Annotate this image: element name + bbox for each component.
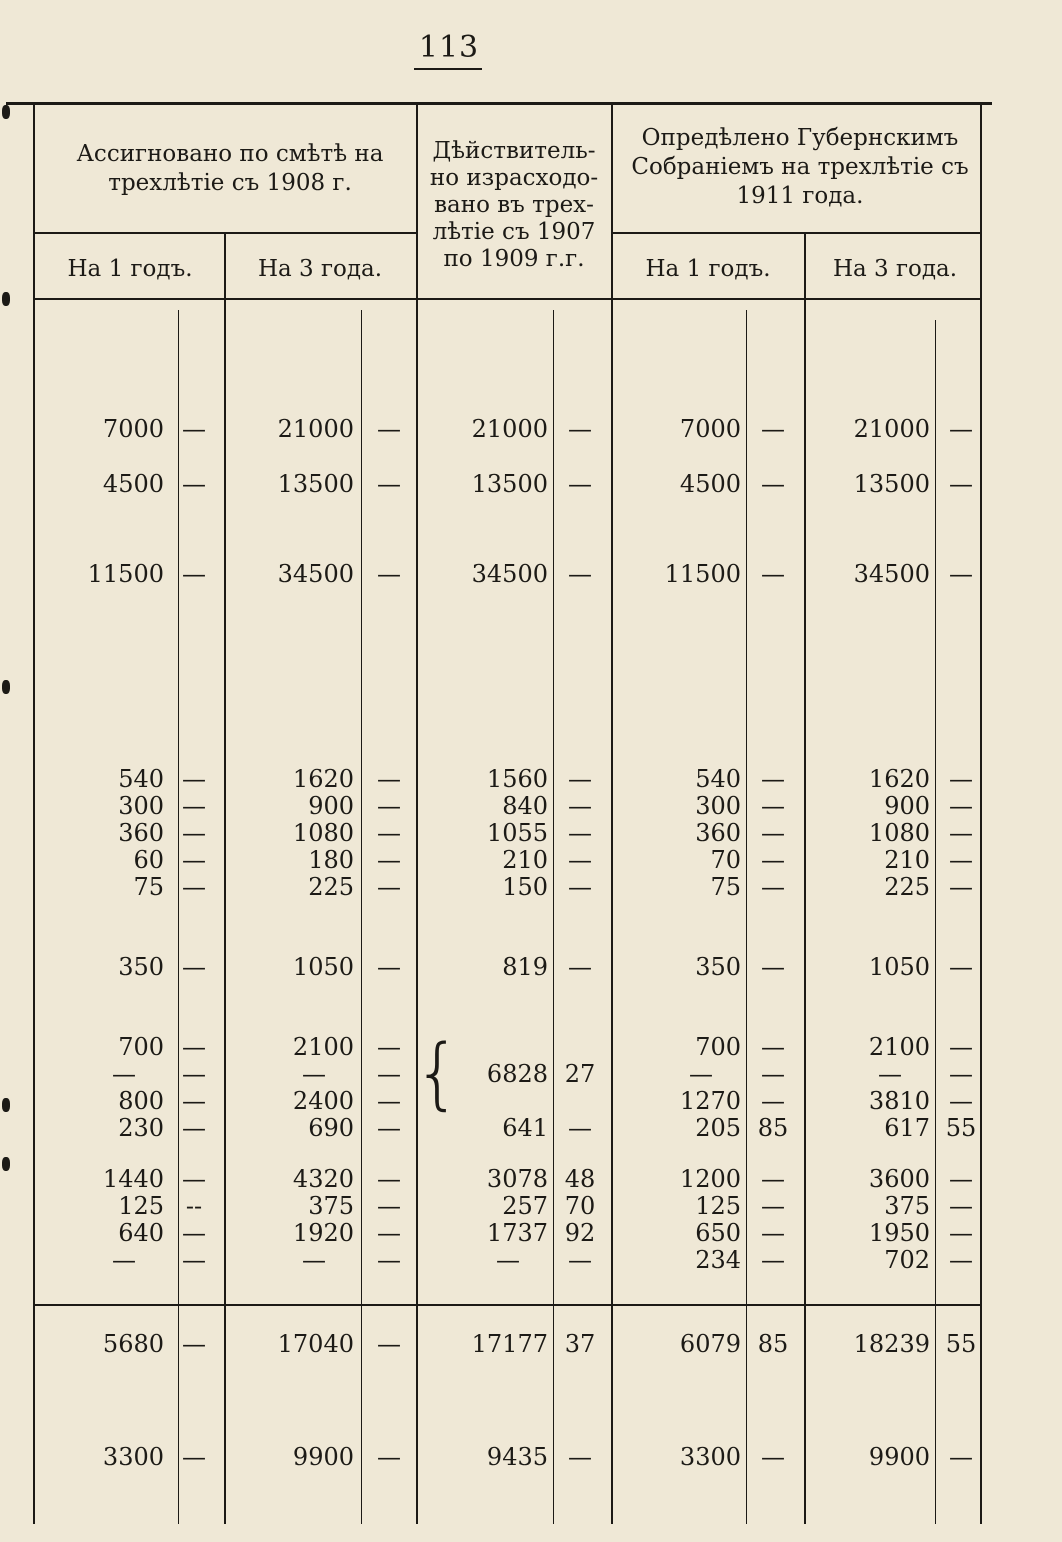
amount-rubles: 2100 — [868, 1033, 930, 1061]
kopecks-dash: — — [761, 1087, 785, 1115]
amount-rubles: 18239 — [853, 1330, 930, 1358]
amount-rubles: 640 — [118, 1219, 164, 1247]
kopecks-dash: — — [761, 1219, 785, 1247]
kopecks-dash: — — [949, 1087, 973, 1115]
amount-rubles: 1080 — [292, 819, 354, 847]
amount-rubles: 1080 — [868, 819, 930, 847]
grouping-brace: { — [414, 1027, 462, 1119]
amount-rubles: 360 — [118, 819, 164, 847]
kopecks-dash: — — [377, 873, 401, 901]
amount-kopecks: 85 — [757, 1330, 789, 1358]
amount-rubles: 360 — [695, 819, 741, 847]
header-assigned: Ассигновано по смѣтѣ на трехлѣтіе съ 1908 г. — [76, 141, 384, 196]
kopecks-dash: — — [568, 819, 592, 847]
amount-rubles: 641 — [502, 1114, 548, 1142]
amount-rubles: 1950 — [868, 1219, 930, 1247]
kopecks-dash: — — [761, 819, 785, 847]
kopecks-dash: — — [182, 1330, 206, 1358]
header-bottom-rule — [34, 298, 982, 300]
amount-rubles: 840 — [502, 792, 548, 820]
amount-rubles: 13500 — [853, 470, 930, 498]
amount-kopecks: 70 — [564, 1192, 596, 1220]
amount-rubles: 2400 — [292, 1087, 354, 1115]
kopecks-dash: — — [761, 415, 785, 443]
kopecks-dash: — — [377, 1246, 401, 1274]
empty-amount-dash: — — [112, 1060, 136, 1088]
kopecks-dash: — — [568, 415, 592, 443]
kopecks-dash: — — [182, 1060, 206, 1088]
kopecks-dash: — — [949, 819, 973, 847]
amount-rubles: 375 — [308, 1192, 354, 1220]
amount-rubles: 3300 — [102, 1443, 164, 1471]
kopecks-dash: — — [377, 1219, 401, 1247]
amount-rubles: 3810 — [868, 1087, 930, 1115]
amount-kopecks: 55 — [945, 1330, 977, 1358]
amount-kopecks: 55 — [945, 1114, 977, 1142]
amount-rubles: 1620 — [868, 765, 930, 793]
amount-rubles: 650 — [695, 1219, 741, 1247]
amount-rubles: 225 — [308, 873, 354, 901]
amount-rubles: 1620 — [292, 765, 354, 793]
empty-amount-dash: — — [302, 1060, 326, 1088]
page-number: 113 — [418, 30, 480, 65]
binding-mark — [2, 292, 10, 306]
amount-kopecks: 85 — [757, 1114, 789, 1142]
amount-rubles: 70 — [710, 846, 741, 874]
amount-rubles: 617 — [884, 1114, 930, 1142]
kopecks-dash: — — [568, 1114, 592, 1142]
empty-amount-dash: — — [496, 1246, 520, 1274]
amount-rubles: 210 — [502, 846, 548, 874]
amount-rubles: 34500 — [471, 560, 548, 588]
kopecks-dash: — — [182, 1443, 206, 1471]
amount-rubles: 540 — [118, 765, 164, 793]
amount-rubles: 1270 — [679, 1087, 741, 1115]
kopecks-dash: -- — [185, 1192, 203, 1220]
amount-rubles: 900 — [308, 792, 354, 820]
kopecks-dash: — — [761, 1165, 785, 1193]
amount-rubles: 2100 — [292, 1033, 354, 1061]
kopecks-dash: — — [377, 1165, 401, 1193]
amount-rubles: 60 — [133, 846, 164, 874]
amount-rubles: 4500 — [679, 470, 741, 498]
empty-amount-dash: — — [302, 1246, 326, 1274]
amount-rubles: 1050 — [292, 953, 354, 981]
kopecks-dash: — — [949, 1060, 973, 1088]
amount-rubles: 4320 — [292, 1165, 354, 1193]
header-determined-per-year: На 1 годъ. — [645, 256, 771, 282]
amount-kopecks: 37 — [564, 1330, 596, 1358]
kopecks-dash: — — [761, 1192, 785, 1220]
kopecks-dash: — — [377, 560, 401, 588]
table-top-rule — [6, 102, 992, 105]
kopeck-divider — [935, 320, 936, 1524]
amount-rubles: 3600 — [868, 1165, 930, 1193]
amount-rubles: 7000 — [679, 415, 741, 443]
amount-kopecks: 92 — [564, 1219, 596, 1247]
kopecks-dash: — — [949, 1033, 973, 1061]
header-assigned-per-year: На 1 годъ. — [67, 256, 193, 282]
amount-rubles: 819 — [502, 953, 548, 981]
amount-rubles: 7000 — [102, 415, 164, 443]
kopecks-dash: — — [761, 1033, 785, 1061]
header-determined-per-3-years: На 3 года. — [832, 256, 958, 282]
kopecks-dash: — — [182, 1219, 206, 1247]
kopecks-dash: — — [949, 765, 973, 793]
kopecks-dash: — — [949, 1192, 973, 1220]
kopecks-dash: — — [761, 765, 785, 793]
kopecks-dash: — — [949, 415, 973, 443]
kopecks-dash: — — [949, 1165, 973, 1193]
kopecks-dash: — — [182, 1114, 206, 1142]
amount-rubles: 3078 — [486, 1165, 548, 1193]
kopecks-dash: — — [182, 1165, 206, 1193]
kopecks-dash: — — [568, 1246, 592, 1274]
kopecks-dash: — — [949, 792, 973, 820]
amount-rubles: 205 — [695, 1114, 741, 1142]
amount-rubles: 21000 — [471, 415, 548, 443]
kopecks-dash: — — [949, 1443, 973, 1471]
amount-rubles: 4500 — [102, 470, 164, 498]
kopecks-dash: — — [949, 560, 973, 588]
kopecks-dash: — — [182, 819, 206, 847]
amount-rubles: 17177 — [471, 1330, 548, 1358]
header-divider-right — [612, 232, 982, 234]
amount-rubles: 125 — [695, 1192, 741, 1220]
kopecks-dash: — — [377, 846, 401, 874]
kopecks-dash: — — [949, 953, 973, 981]
kopecks-dash: — — [377, 765, 401, 793]
kopecks-dash: — — [761, 953, 785, 981]
amount-rubles: 13500 — [471, 470, 548, 498]
amount-kopecks: 48 — [564, 1165, 596, 1193]
amount-rubles: 150 — [502, 873, 548, 901]
kopecks-dash: — — [182, 765, 206, 793]
kopecks-dash: — — [377, 470, 401, 498]
amount-rubles: 375 — [884, 1192, 930, 1220]
amount-rubles: 9900 — [292, 1443, 354, 1471]
kopecks-dash: — — [377, 1114, 401, 1142]
binding-mark — [2, 680, 10, 694]
kopecks-dash: — — [568, 765, 592, 793]
amount-rubles: 5680 — [102, 1330, 164, 1358]
kopecks-dash: — — [568, 1443, 592, 1471]
empty-amount-dash: — — [112, 1246, 136, 1274]
kopecks-dash: — — [761, 846, 785, 874]
amount-rubles: 300 — [118, 792, 164, 820]
header-determined: Опредѣлено Губернскимъ Собраніемъ на трехлѣтіе съ 1911 года. — [631, 125, 969, 209]
amount-rubles: 125 — [118, 1192, 164, 1220]
kopecks-dash: — — [761, 873, 785, 901]
amount-rubles: 700 — [118, 1033, 164, 1061]
kopecks-dash: — — [377, 1060, 401, 1088]
kopecks-dash: — — [182, 873, 206, 901]
amount-kopecks: 27 — [564, 1060, 596, 1088]
kopecks-dash: — — [377, 1192, 401, 1220]
amount-rubles: 1200 — [679, 1165, 741, 1193]
kopecks-dash: — — [182, 1087, 206, 1115]
amount-rubles: 225 — [884, 873, 930, 901]
kopecks-dash: — — [761, 792, 785, 820]
kopecks-dash: — — [182, 560, 206, 588]
amount-rubles: 540 — [695, 765, 741, 793]
header-assigned-per-3-years: На 3 года. — [257, 256, 383, 282]
amount-rubles: 1560 — [486, 765, 548, 793]
kopecks-dash: — — [377, 1033, 401, 1061]
kopecks-dash: — — [182, 470, 206, 498]
amount-rubles: 9900 — [868, 1443, 930, 1471]
kopecks-dash: — — [182, 1033, 206, 1061]
amount-rubles: 3300 — [679, 1443, 741, 1471]
amount-rubles: 700 — [695, 1033, 741, 1061]
amount-rubles: 257 — [502, 1192, 548, 1220]
page-number-rule — [414, 68, 482, 70]
amount-rubles: 6828 — [486, 1060, 548, 1088]
binding-mark — [2, 105, 10, 119]
kopecks-dash: — — [761, 1443, 785, 1471]
amount-rubles: 9435 — [486, 1443, 548, 1471]
amount-rubles: 21000 — [853, 415, 930, 443]
amount-rubles: 1055 — [486, 819, 548, 847]
kopecks-dash: — — [761, 470, 785, 498]
amount-rubles: 702 — [884, 1246, 930, 1274]
kopecks-dash: — — [761, 1246, 785, 1274]
amount-rubles: 1050 — [868, 953, 930, 981]
amount-rubles: 6079 — [679, 1330, 741, 1358]
kopecks-dash: — — [568, 873, 592, 901]
amount-rubles: 900 — [884, 792, 930, 820]
kopecks-dash: — — [377, 1087, 401, 1115]
amount-rubles: 75 — [133, 873, 164, 901]
amount-rubles: 350 — [118, 953, 164, 981]
amount-rubles: 230 — [118, 1114, 164, 1142]
kopecks-dash: — — [377, 953, 401, 981]
kopecks-dash: — — [568, 792, 592, 820]
empty-amount-dash: — — [878, 1060, 902, 1088]
empty-amount-dash: — — [689, 1060, 713, 1088]
amount-rubles: 21000 — [277, 415, 354, 443]
kopecks-dash: — — [949, 470, 973, 498]
amount-rubles: 34500 — [277, 560, 354, 588]
kopecks-dash: — — [761, 1060, 785, 1088]
amount-rubles: 300 — [695, 792, 741, 820]
amount-rubles: 180 — [308, 846, 354, 874]
kopecks-dash: — — [377, 792, 401, 820]
kopecks-dash: — — [377, 1443, 401, 1471]
kopecks-dash: — — [182, 953, 206, 981]
kopeck-divider — [746, 310, 747, 1524]
amount-rubles: 1440 — [102, 1165, 164, 1193]
amount-rubles: 1920 — [292, 1219, 354, 1247]
kopecks-dash: — — [949, 1246, 973, 1274]
kopecks-dash: — — [949, 873, 973, 901]
kopecks-dash: — — [568, 953, 592, 981]
amount-rubles: 13500 — [277, 470, 354, 498]
kopecks-dash: — — [377, 1330, 401, 1358]
total-rule — [34, 1304, 982, 1306]
amount-rubles: 690 — [308, 1114, 354, 1142]
kopecks-dash: — — [182, 792, 206, 820]
amount-rubles: 11500 — [664, 560, 741, 588]
kopecks-dash: — — [568, 846, 592, 874]
amount-rubles: 350 — [695, 953, 741, 981]
kopecks-dash: — — [182, 1246, 206, 1274]
kopecks-dash: — — [377, 819, 401, 847]
amount-rubles: 75 — [710, 873, 741, 901]
kopecks-dash: — — [182, 846, 206, 874]
amount-rubles: 17040 — [277, 1330, 354, 1358]
amount-rubles: 234 — [695, 1246, 741, 1274]
kopecks-dash: — — [182, 415, 206, 443]
amount-rubles: 34500 — [853, 560, 930, 588]
kopecks-dash: — — [761, 560, 785, 588]
kopecks-dash: — — [377, 415, 401, 443]
amount-rubles: 210 — [884, 846, 930, 874]
amount-rubles: 11500 — [87, 560, 164, 588]
kopecks-dash: — — [949, 846, 973, 874]
kopecks-dash: — — [568, 470, 592, 498]
kopecks-dash: — — [949, 1219, 973, 1247]
kopecks-dash: — — [568, 560, 592, 588]
kopeck-divider — [553, 310, 554, 1524]
header-spent: Дѣйствитель-но израсходо-вано въ трех-лѣтіе съ 1907 по 1909 г.г. — [429, 138, 599, 272]
amount-rubles: 800 — [118, 1087, 164, 1115]
kopeck-divider — [361, 310, 362, 1524]
amount-rubles: 1737 — [486, 1219, 548, 1247]
